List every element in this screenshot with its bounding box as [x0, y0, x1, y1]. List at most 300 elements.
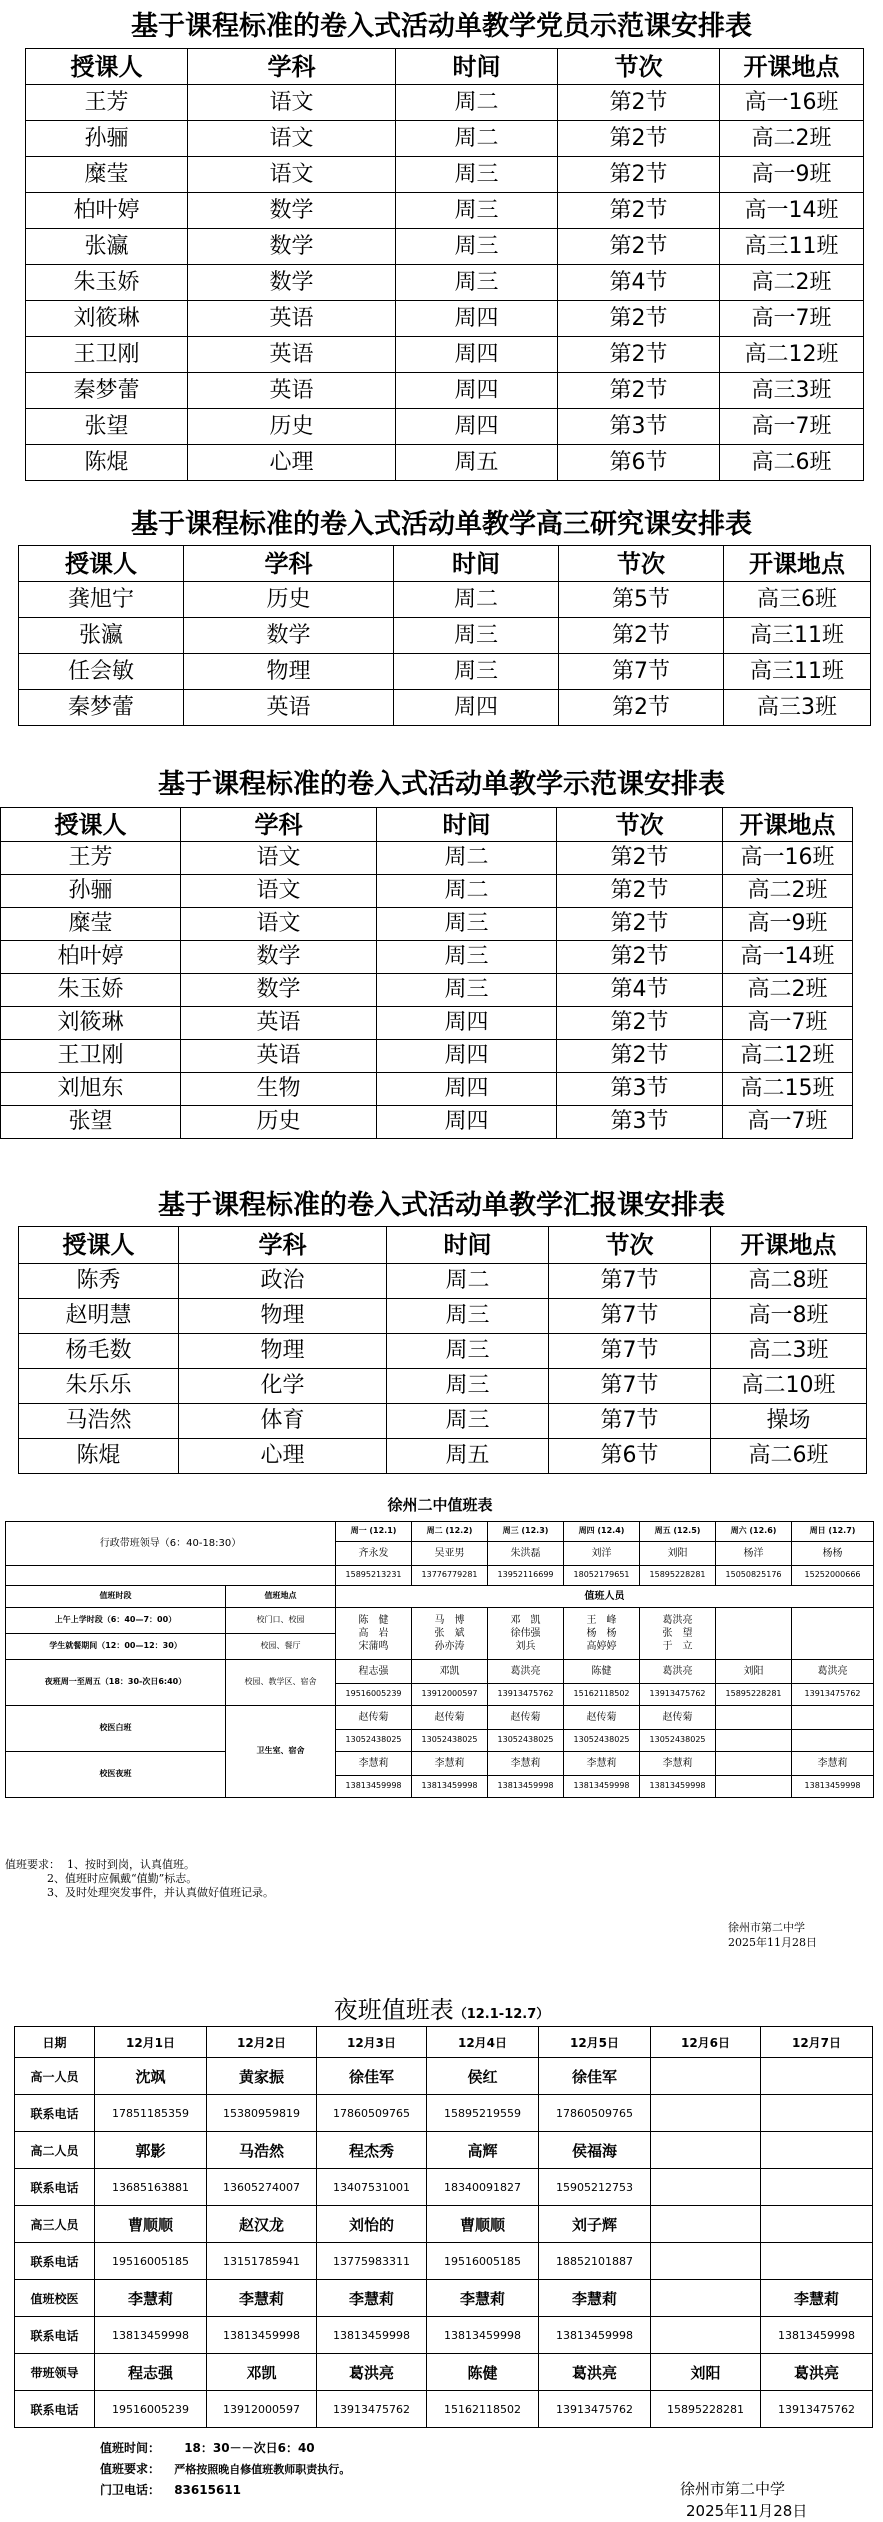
- night-school: 徐州市第二中学: [680, 2480, 786, 2498]
- date-header: 12月7日: [761, 2027, 873, 2058]
- clinic-night-name: 李慧莉: [564, 1752, 640, 1776]
- phone-number: 13685163881: [95, 2169, 207, 2206]
- table-cell: 第2节: [557, 875, 723, 908]
- table-cell: 第6节: [558, 445, 720, 481]
- table-row: [1, 1106, 853, 1139]
- row-label: 联系电话: [15, 2169, 95, 2206]
- staff-group: 王 峰 杨 杨 高婷婷: [564, 1608, 640, 1660]
- table-cell: 马浩然: [19, 1404, 179, 1439]
- table-cell: 高一7班: [720, 301, 864, 337]
- table-cell: 高二3班: [711, 1334, 867, 1369]
- clinic-day-label: 校医白班: [6, 1706, 226, 1752]
- table-cell: 高二12班: [720, 337, 864, 373]
- column-header: 时间: [394, 546, 559, 582]
- table-cell: 周二: [387, 1264, 549, 1299]
- table-cell: 历史: [188, 409, 396, 445]
- staff-name: 刘阳: [651, 2354, 761, 2391]
- table-row: [26, 229, 864, 265]
- row-label: 联系电话: [15, 2095, 95, 2132]
- column-header: 授课人: [19, 1227, 179, 1264]
- table-row: [1, 1040, 853, 1073]
- phone-number: 13913475762: [317, 2391, 427, 2428]
- staff-name: 徐佳军: [539, 2058, 651, 2095]
- day-header: 周六 (12.6): [716, 1522, 792, 1542]
- table-cell: 历史: [181, 1106, 377, 1139]
- table-cell: 周三: [387, 1404, 549, 1439]
- phone-number: 15895219559: [427, 2095, 539, 2132]
- staff-group: 马 博 张 斌 孙亦涛: [412, 1608, 488, 1660]
- table-cell: 第7节: [549, 1369, 711, 1404]
- table-cell: 周三: [396, 193, 558, 229]
- staff-name: 程杰秀: [317, 2132, 427, 2169]
- night-title: 夜班值班表: [333, 1996, 454, 2024]
- phone-number: 13813459998: [95, 2317, 207, 2354]
- table-cell: 周四: [377, 1040, 557, 1073]
- table-cell: 第7节: [549, 1404, 711, 1439]
- lunch-place: 校园、餐厅: [226, 1634, 336, 1660]
- table-row: [26, 301, 864, 337]
- table-cell: 周二: [396, 121, 558, 157]
- clinic-night-phone: [716, 1776, 792, 1798]
- table-cell: 高三3班: [720, 373, 864, 409]
- clinic-night-name: 李慧莉: [336, 1752, 412, 1776]
- table-cell: 刘筱琳: [1, 1007, 181, 1040]
- table-cell: 周二: [377, 875, 557, 908]
- table-row: [26, 409, 864, 445]
- table-cell: 高二12班: [723, 1040, 853, 1073]
- table-cell: 第2节: [558, 121, 720, 157]
- phone-number: [651, 2317, 761, 2354]
- table-cell: 周五: [387, 1439, 549, 1474]
- table-row: [26, 121, 864, 157]
- table-cell: 高一7班: [723, 1007, 853, 1040]
- phone-number: 15162118502: [427, 2391, 539, 2428]
- column-header: 开课地点: [723, 808, 853, 842]
- table-row: [15, 2095, 873, 2132]
- clinic-night-phone: 13813459998: [336, 1776, 412, 1798]
- table-cell: 周三: [387, 1369, 549, 1404]
- table-cell: 数学: [188, 229, 396, 265]
- table-cell: 高二2班: [723, 974, 853, 1007]
- table-row: [19, 1334, 867, 1369]
- table-cell: 周三: [396, 265, 558, 301]
- table-row: [26, 265, 864, 301]
- phone-number: 13813459998: [427, 2317, 539, 2354]
- clinic-name: 赵传菊: [412, 1706, 488, 1730]
- table-cell: 高二6班: [720, 445, 864, 481]
- morning-place: 校门口、校园: [226, 1608, 336, 1634]
- table-cell: 英语: [188, 337, 396, 373]
- leader-phone: 15895228281: [640, 1566, 716, 1586]
- table-row: [1, 875, 853, 908]
- staff-name: 李慧莉: [317, 2280, 427, 2317]
- night-name: 葛洪亮: [792, 1660, 874, 1684]
- phone-number: 13151785941: [207, 2243, 317, 2280]
- clinic-phone: 13052438025: [564, 1730, 640, 1752]
- table-cell: 心理: [188, 445, 396, 481]
- table-cell: 第6节: [549, 1439, 711, 1474]
- table-cell: 语文: [188, 157, 396, 193]
- phone-number: 15380959819: [207, 2095, 317, 2132]
- table-cell: 第2节: [558, 229, 720, 265]
- table-cell: 张瀛: [19, 618, 184, 654]
- table-cell: 高一16班: [723, 842, 853, 875]
- date-header: 12月4日: [427, 2027, 539, 2058]
- table-cell: 第2节: [558, 301, 720, 337]
- phone-number: 13913475762: [539, 2391, 651, 2428]
- table-cell: 第4节: [557, 974, 723, 1007]
- table-cell: 秦梦蕾: [26, 373, 188, 409]
- table-row: [19, 654, 871, 690]
- time-value: 18：30－－次日6：40: [184, 2441, 315, 2455]
- date-header: 12月6日: [651, 2027, 761, 2058]
- gate-phone-label: 门卫电话：: [100, 2483, 161, 2497]
- table-cell: 任会敏: [19, 654, 184, 690]
- clinic-night-name: [716, 1752, 792, 1776]
- table-row: [15, 2243, 873, 2280]
- table-cell: 第3节: [557, 1106, 723, 1139]
- row-label: 值班校医: [15, 2280, 95, 2317]
- table-cell: 语文: [181, 842, 377, 875]
- phone-number: 13813459998: [539, 2317, 651, 2354]
- table-cell: 心理: [179, 1439, 387, 1474]
- staff-name: 陈健: [427, 2354, 539, 2391]
- night-phone: 13912000597: [412, 1684, 488, 1706]
- table-cell: 周四: [377, 1106, 557, 1139]
- table-cell: 语文: [181, 908, 377, 941]
- table-cell: 张望: [26, 409, 188, 445]
- staff-name: 葛洪亮: [317, 2354, 427, 2391]
- staff-header: 值班人员: [336, 1586, 874, 1608]
- table-cell: 孙骊: [26, 121, 188, 157]
- table-cell: 周四: [396, 301, 558, 337]
- table-row: [26, 337, 864, 373]
- table-cell: 周二: [377, 842, 557, 875]
- table-cell: 周四: [377, 1073, 557, 1106]
- day-header: 周四 (12.4): [564, 1522, 640, 1542]
- phone-number: [651, 2169, 761, 2206]
- table-cell: 周三: [387, 1334, 549, 1369]
- clinic-night-name: 李慧莉: [488, 1752, 564, 1776]
- duty-title: 徐州二中值班表: [387, 1496, 493, 1514]
- table-cell: 高二2班: [720, 121, 864, 157]
- date-header: 日期: [15, 2027, 95, 2058]
- table-row: [26, 193, 864, 229]
- table-cell: 第7节: [549, 1334, 711, 1369]
- clinic-name: 赵传菊: [564, 1706, 640, 1730]
- column-header: 时间: [396, 49, 558, 85]
- period-header: 值班时段: [6, 1586, 226, 1608]
- table-cell: 高三11班: [724, 618, 871, 654]
- row-label: 高三人员: [15, 2206, 95, 2243]
- table-row: [15, 2354, 873, 2391]
- table-cell: 周五: [396, 445, 558, 481]
- table-cell: 朱玉娇: [1, 974, 181, 1007]
- place-header: 值班地点: [226, 1586, 336, 1608]
- table-row: [19, 1369, 867, 1404]
- table-cell: 体育: [179, 1404, 387, 1439]
- table-row: [19, 618, 871, 654]
- night-title-wrap: [0, 1990, 883, 2025]
- clinic-phone: 13052438025: [488, 1730, 564, 1752]
- table-cell: 朱乐乐: [19, 1369, 179, 1404]
- phone-number: 19516005185: [95, 2243, 207, 2280]
- staff-name: 曹顺顺: [95, 2206, 207, 2243]
- phone-number: 18852101887: [539, 2243, 651, 2280]
- staff-name: 李慧莉: [95, 2280, 207, 2317]
- table-cell: 生物: [181, 1073, 377, 1106]
- day-header: 周日 (12.7): [792, 1522, 874, 1542]
- staff-name: 李慧莉: [207, 2280, 317, 2317]
- table-cell: 物理: [179, 1299, 387, 1334]
- table-cell: 高一14班: [720, 193, 864, 229]
- column-header: 开课地点: [720, 49, 864, 85]
- night-phone: 15895228281: [716, 1684, 792, 1706]
- night-phone: 13913475762: [488, 1684, 564, 1706]
- clinic-phone: 13052438025: [336, 1730, 412, 1752]
- night-name: 程志强: [336, 1660, 412, 1684]
- table-row: [19, 690, 871, 726]
- column-header: 时间: [387, 1227, 549, 1264]
- table-row: [19, 1299, 867, 1334]
- table-cell: 第3节: [557, 1073, 723, 1106]
- table-cell: 高一9班: [723, 908, 853, 941]
- table-cell: 第2节: [557, 1040, 723, 1073]
- phone-number: 13813459998: [317, 2317, 427, 2354]
- column-header: 学科: [179, 1227, 387, 1264]
- table-cell: 张瀛: [26, 229, 188, 265]
- demo-party-schedule-table: [25, 48, 864, 481]
- time-label: 值班时间：: [100, 2441, 161, 2455]
- phone-number: [651, 2095, 761, 2132]
- table-cell: 高一7班: [720, 409, 864, 445]
- phone-number: 19516005239: [95, 2391, 207, 2428]
- leader-name: 吴亚男: [412, 1542, 488, 1566]
- table-row: [1, 974, 853, 1007]
- table-cell: 第2节: [557, 908, 723, 941]
- date-header: 12月3日: [317, 2027, 427, 2058]
- gate-phone-value: 83615611: [174, 2483, 241, 2497]
- phone-number: 13912000597: [207, 2391, 317, 2428]
- staff-name: 李慧莉: [761, 2280, 873, 2317]
- night-name: 葛洪亮: [488, 1660, 564, 1684]
- table-cell: 高一8班: [711, 1299, 867, 1334]
- table-cell: 秦梦蕾: [19, 690, 184, 726]
- duty-date: 2025年11月28日: [728, 1936, 817, 1949]
- clinic-night-name: 李慧莉: [640, 1752, 716, 1776]
- table-cell: 数学: [188, 265, 396, 301]
- table-row: [26, 85, 864, 121]
- table-cell: 周四: [394, 690, 559, 726]
- clinic-phone: 13052438025: [640, 1730, 716, 1752]
- table-cell: 英语: [188, 373, 396, 409]
- table-cell: 第2节: [557, 842, 723, 875]
- table-cell: 孙骊: [1, 875, 181, 908]
- leader-phone: 15050825176: [716, 1566, 792, 1586]
- staff-name: 葛洪亮: [539, 2354, 651, 2391]
- staff-name: 沈飒: [95, 2058, 207, 2095]
- staff-name: [761, 2058, 873, 2095]
- leader-name: 刘洋: [564, 1542, 640, 1566]
- night-phone: 13913475762: [640, 1684, 716, 1706]
- staff-name: 马浩然: [207, 2132, 317, 2169]
- table-cell: 数学: [181, 974, 377, 1007]
- duty-school: 徐州市第二中学: [728, 1921, 805, 1934]
- table-cell: 周三: [396, 157, 558, 193]
- night-period-label: 夜班周一至周五（18：30-次日6:40）: [6, 1660, 226, 1706]
- table-cell: 张望: [1, 1106, 181, 1139]
- day-header: 周二 (12.2): [412, 1522, 488, 1542]
- night-subtitle: （12.1-12.7）: [453, 2007, 550, 2022]
- day-header: 周一 (12.1): [336, 1522, 412, 1542]
- row-label: 联系电话: [15, 2391, 95, 2428]
- table-cell: 物理: [184, 654, 394, 690]
- table-cell: 高一9班: [720, 157, 864, 193]
- req-value: 严格按照晚自修值班教师职责执行。: [174, 2463, 351, 2476]
- table-cell: 高二8班: [711, 1264, 867, 1299]
- table-cell: 高一14班: [723, 941, 853, 974]
- table-cell: 第2节: [558, 337, 720, 373]
- table-cell: 周四: [396, 373, 558, 409]
- staff-name: 刘子辉: [539, 2206, 651, 2243]
- table-cell: 第2节: [558, 85, 720, 121]
- req-label: 值班要求：: [100, 2462, 161, 2476]
- table-cell: 陈焜: [19, 1439, 179, 1474]
- clinic-night-label: 校医夜班: [6, 1752, 226, 1798]
- table-cell: 物理: [179, 1334, 387, 1369]
- staff-name: 徐佳军: [317, 2058, 427, 2095]
- clinic-night-phone: 13813459998: [640, 1776, 716, 1798]
- table-cell: 赵明慧: [19, 1299, 179, 1334]
- table-row: [26, 157, 864, 193]
- leader-phone: 13952116699: [488, 1566, 564, 1586]
- column-header: 时间: [377, 808, 557, 842]
- table-cell: 高三6班: [724, 582, 871, 618]
- leader-name: 刘阳: [640, 1542, 716, 1566]
- night-phone: 19516005239: [336, 1684, 412, 1706]
- column-header: 开课地点: [711, 1227, 867, 1264]
- row-label: 高二人员: [15, 2132, 95, 2169]
- table-cell: 周四: [396, 337, 558, 373]
- staff-name: [651, 2132, 761, 2169]
- table-cell: 第2节: [558, 157, 720, 193]
- duty-roster-table: [5, 1521, 874, 1798]
- morning-period-label: 上午上学时段（6：40—7：00）: [6, 1608, 226, 1634]
- table-cell: 第7节: [549, 1299, 711, 1334]
- table-row: [19, 582, 871, 618]
- leader-name: 杨洋: [716, 1542, 792, 1566]
- row-label: 联系电话: [15, 2317, 95, 2354]
- table-cell: 王芳: [26, 85, 188, 121]
- clinic-name: 赵传菊: [640, 1706, 716, 1730]
- table-cell: 第2节: [558, 193, 720, 229]
- staff-group: 陈 健 高 岩 宋蒲鸣: [336, 1608, 412, 1660]
- column-header: 开课地点: [724, 546, 871, 582]
- table-cell: 高二2班: [720, 265, 864, 301]
- table-cell: 英语: [181, 1040, 377, 1073]
- table-row: [1, 941, 853, 974]
- clinic-night-phone: 13813459998: [564, 1776, 640, 1798]
- phone-number: 13605274007: [207, 2169, 317, 2206]
- column-header: 节次: [557, 808, 723, 842]
- table-cell: 数学: [188, 193, 396, 229]
- night-name: 邓凯: [412, 1660, 488, 1684]
- column-header: 授课人: [1, 808, 181, 842]
- staff-group: 邓 凯 徐伟强 刘兵: [488, 1608, 564, 1660]
- leader-label: 行政带班领导（6：40-18:30）: [6, 1522, 336, 1566]
- table-row: [19, 1439, 867, 1474]
- table-cell: 语文: [188, 85, 396, 121]
- staff-name: [761, 2132, 873, 2169]
- table-cell: 龚旭宁: [19, 582, 184, 618]
- leader-phone: 18052179651: [564, 1566, 640, 1586]
- night-name: 葛洪亮: [640, 1660, 716, 1684]
- staff-name: 高辉: [427, 2132, 539, 2169]
- table-cell: 语文: [188, 121, 396, 157]
- column-header: 学科: [184, 546, 394, 582]
- phone-number: 13813459998: [207, 2317, 317, 2354]
- table-cell: 周三: [394, 654, 559, 690]
- table-cell: 朱玉娇: [26, 265, 188, 301]
- report-class-schedule-table: [18, 1226, 867, 1474]
- table-row: [19, 1404, 867, 1439]
- column-header: 授课人: [26, 49, 188, 85]
- duty-requirements: 值班要求： 1、按时到岗，认真值班。 2、值班时应佩戴“值勤”标志。 3、及时处理突发事件，并认真做好值班记录。: [5, 1858, 274, 1899]
- table-cell: 第2节: [557, 941, 723, 974]
- table-cell: 周二: [396, 85, 558, 121]
- table-cell: 历史: [184, 582, 394, 618]
- table4-title: 基于课程标准的卷入式活动单教学汇报课安排表: [158, 1190, 725, 1221]
- table-cell: 第2节: [559, 690, 724, 726]
- table-cell: 陈秀: [19, 1264, 179, 1299]
- leader-phone: 15252000666: [792, 1566, 874, 1586]
- night-duty-table: [14, 2026, 873, 2428]
- table-cell: 糜莹: [1, 908, 181, 941]
- table-row: [15, 2132, 873, 2169]
- table-cell: 周三: [396, 229, 558, 265]
- staff-name: 程志强: [95, 2354, 207, 2391]
- table-row: [15, 2169, 873, 2206]
- night-name: 刘阳: [716, 1660, 792, 1684]
- table-cell: 高二2班: [723, 875, 853, 908]
- table-cell: 周三: [387, 1299, 549, 1334]
- phone-number: 13775983311: [317, 2243, 427, 2280]
- row-label: 联系电话: [15, 2243, 95, 2280]
- night-place: 校园、教学区、宿舍: [226, 1660, 336, 1706]
- clinic-name: 赵传菊: [488, 1706, 564, 1730]
- staff-name: 李慧莉: [427, 2280, 539, 2317]
- phone-number: 17851185359: [95, 2095, 207, 2132]
- phone-number: 15905212753: [539, 2169, 651, 2206]
- staff-name: 李慧莉: [539, 2280, 651, 2317]
- staff-name: 黄家振: [207, 2058, 317, 2095]
- table-row: [15, 2280, 873, 2317]
- table-row: [19, 1264, 867, 1299]
- phone-number: 13913475762: [761, 2391, 873, 2428]
- table-row: [1, 1073, 853, 1106]
- phone-number: 13407531001: [317, 2169, 427, 2206]
- leader-name: 朱洪磊: [488, 1542, 564, 1566]
- column-header: 节次: [559, 546, 724, 582]
- table-row: [26, 445, 864, 481]
- column-header: 授课人: [19, 546, 184, 582]
- date-header: 12月1日: [95, 2027, 207, 2058]
- table-cell: 第7节: [559, 654, 724, 690]
- table-row: [15, 2391, 873, 2428]
- clinic-night-phone: 13813459998: [488, 1776, 564, 1798]
- table-cell: 周四: [396, 409, 558, 445]
- table-row: [15, 2206, 873, 2243]
